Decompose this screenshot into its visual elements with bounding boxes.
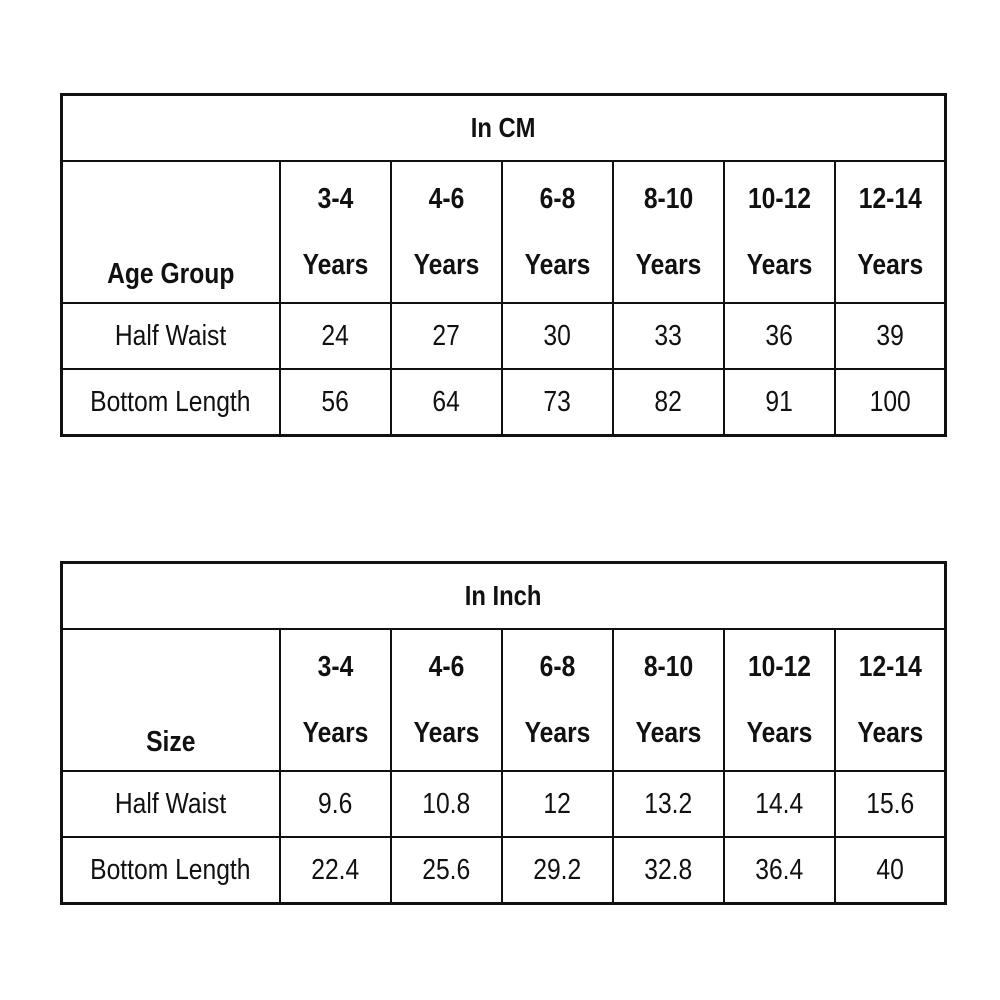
cell-text: Years bbox=[413, 249, 479, 281]
table-cell bbox=[613, 771, 724, 837]
cell-text: 10-12 bbox=[747, 651, 811, 683]
table-row bbox=[62, 303, 946, 369]
cell-text: 9.6 bbox=[317, 787, 353, 820]
row-label bbox=[62, 369, 280, 436]
cell-text: 3-4 bbox=[317, 183, 353, 215]
cell-text: 22.4 bbox=[310, 853, 359, 886]
table-cell bbox=[391, 837, 502, 904]
table-row bbox=[62, 369, 946, 436]
table-cell bbox=[724, 369, 835, 436]
column-header-3-4 bbox=[280, 161, 391, 303]
table-cell bbox=[613, 837, 724, 904]
table-cell bbox=[835, 837, 946, 904]
cell-text: In CM bbox=[471, 112, 536, 143]
row-label bbox=[62, 303, 280, 369]
cell-text: 6-8 bbox=[539, 183, 575, 215]
table-cell bbox=[502, 303, 613, 369]
cell-text: Bottom Length bbox=[90, 385, 251, 418]
cell-text: 30 bbox=[543, 319, 571, 352]
table-cell bbox=[391, 369, 502, 436]
cell-text: 64 bbox=[432, 385, 460, 418]
cell-text: 36.4 bbox=[754, 853, 803, 886]
cell-text: 36 bbox=[765, 319, 793, 352]
table-cell bbox=[835, 771, 946, 837]
cell-text: 10.8 bbox=[421, 787, 470, 820]
row-label bbox=[62, 837, 280, 904]
column-header-4-6 bbox=[391, 629, 502, 771]
cell-text: 8-10 bbox=[643, 651, 693, 683]
table-cell bbox=[391, 771, 502, 837]
column-header-12-14 bbox=[835, 629, 946, 771]
cell-text: Years bbox=[302, 249, 368, 281]
cell-text: 10-12 bbox=[747, 183, 811, 215]
cell-text: 27 bbox=[432, 319, 460, 352]
table-cell bbox=[613, 303, 724, 369]
cell-text: 56 bbox=[321, 385, 349, 418]
cell-text: Bottom Length bbox=[90, 853, 251, 886]
table-cell bbox=[280, 369, 391, 436]
table-cell bbox=[502, 771, 613, 837]
header-row bbox=[62, 629, 946, 771]
column-header-3-4 bbox=[280, 629, 391, 771]
table-cell bbox=[502, 837, 613, 904]
column-header-12-14 bbox=[835, 161, 946, 303]
table-cell bbox=[724, 771, 835, 837]
table-title bbox=[62, 95, 946, 162]
column-header-10-12 bbox=[724, 629, 835, 771]
cell-text: Size bbox=[146, 726, 196, 758]
column-header-8-10 bbox=[613, 629, 724, 771]
table-cell bbox=[724, 837, 835, 904]
cell-text: Half Waist bbox=[115, 319, 227, 352]
cell-text: 12 bbox=[543, 787, 571, 820]
table-row bbox=[62, 837, 946, 904]
cell-text: Half Waist bbox=[115, 787, 227, 820]
cell-text: 4-6 bbox=[428, 183, 464, 215]
table-title-row bbox=[62, 563, 946, 630]
cell-text: Years bbox=[746, 249, 812, 281]
cell-text: 6-8 bbox=[539, 651, 575, 683]
cell-text: Years bbox=[524, 249, 590, 281]
table-row bbox=[62, 771, 946, 837]
row-label-header bbox=[62, 161, 280, 303]
table-cell bbox=[835, 303, 946, 369]
table-cell bbox=[613, 369, 724, 436]
cell-text: 91 bbox=[765, 385, 793, 418]
size-chart-cm-table bbox=[60, 93, 947, 437]
cell-text: 24 bbox=[321, 319, 349, 352]
cell-text: 82 bbox=[654, 385, 682, 418]
cell-text: In Inch bbox=[465, 580, 542, 611]
cell-text: 100 bbox=[869, 385, 911, 418]
column-header-6-8 bbox=[502, 629, 613, 771]
cell-text: 12-14 bbox=[858, 183, 922, 215]
column-header-10-12 bbox=[724, 161, 835, 303]
header-row bbox=[62, 161, 946, 303]
table-cell bbox=[502, 369, 613, 436]
cell-text: 8-10 bbox=[643, 183, 693, 215]
table-title bbox=[62, 563, 946, 630]
size-chart-inch-table bbox=[60, 561, 947, 905]
table-cell bbox=[280, 303, 391, 369]
cell-text: 73 bbox=[543, 385, 571, 418]
cell-text: Years bbox=[635, 717, 701, 749]
table-cell bbox=[724, 303, 835, 369]
cell-text: Years bbox=[413, 717, 479, 749]
column-header-4-6 bbox=[391, 161, 502, 303]
cell-text: 15.6 bbox=[865, 787, 914, 820]
cell-text: 29.2 bbox=[532, 853, 581, 886]
cell-text: 3-4 bbox=[317, 651, 353, 683]
cell-text: 12-14 bbox=[858, 651, 922, 683]
cell-text: Years bbox=[856, 717, 923, 749]
cell-text: 40 bbox=[876, 853, 904, 886]
cell-text: Years bbox=[856, 249, 923, 281]
cell-text: 39 bbox=[876, 319, 904, 352]
cell-text: Age Group bbox=[107, 258, 235, 290]
table-cell bbox=[391, 303, 502, 369]
row-label bbox=[62, 771, 280, 837]
column-header-6-8 bbox=[502, 161, 613, 303]
cell-text: 33 bbox=[654, 319, 682, 352]
column-header-8-10 bbox=[613, 161, 724, 303]
cell-text: Years bbox=[635, 249, 701, 281]
cell-text: 25.6 bbox=[421, 853, 470, 886]
table-title-row bbox=[62, 95, 946, 162]
cell-text: Years bbox=[302, 717, 368, 749]
cell-text: 32.8 bbox=[643, 853, 692, 886]
cell-text: 4-6 bbox=[428, 651, 464, 683]
row-label-header bbox=[62, 629, 280, 771]
cell-text: Years bbox=[524, 717, 590, 749]
cell-text: 13.2 bbox=[643, 787, 692, 820]
cell-text: Years bbox=[746, 717, 812, 749]
table-cell bbox=[280, 771, 391, 837]
cell-text: 14.4 bbox=[754, 787, 803, 820]
table-cell bbox=[835, 369, 946, 436]
table-cell bbox=[280, 837, 391, 904]
